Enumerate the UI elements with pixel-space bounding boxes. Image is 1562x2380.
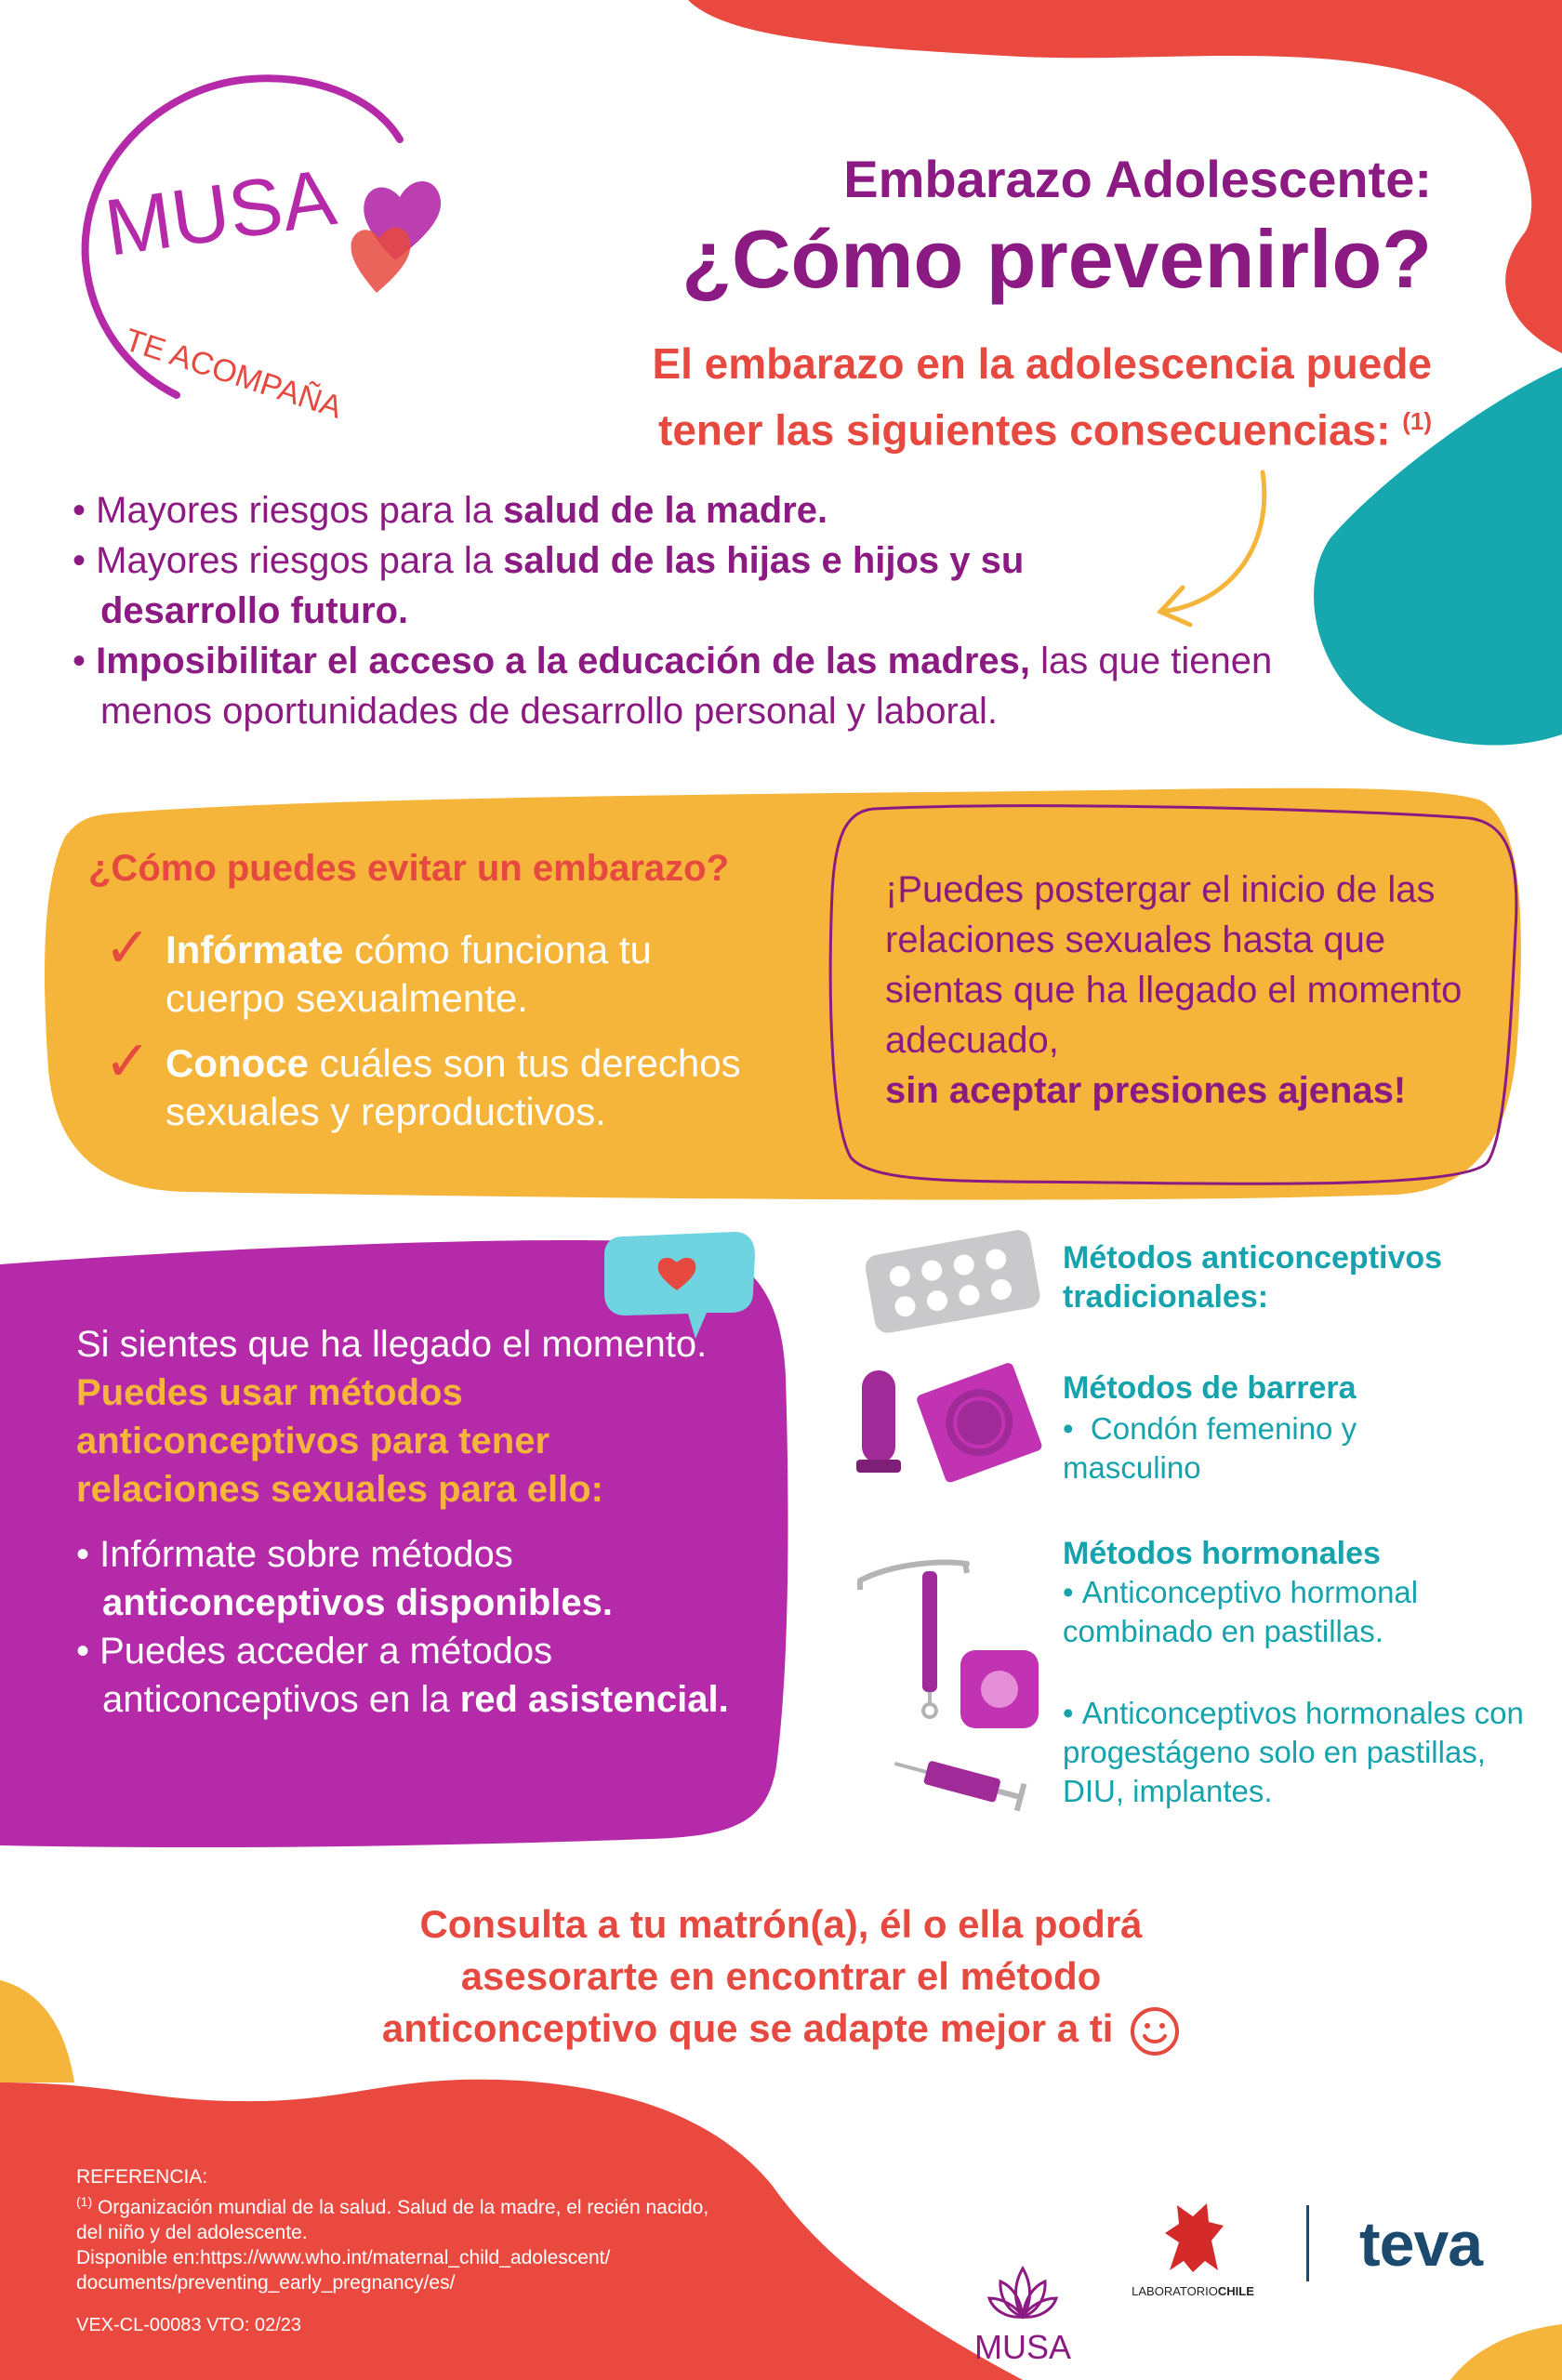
postpone-bold: sin aceptar presiones ajenas! [885, 1070, 1407, 1111]
check-item-body: cómo funciona tu cuerpo sexualmente. [165, 928, 652, 1020]
subtitle [521, 335, 1432, 458]
page-title: ¿Cómo prevenirlo? [682, 213, 1432, 305]
methods-intro-text: Si sientes que ha llegado el momento. [76, 1324, 708, 1365]
musa-footer-logo [967, 2261, 1079, 2364]
postpone-text: ¡Puedes postergar el inicio de las relaciones sexuales hasta que sientas que ha llegado el momento adecuado, [885, 869, 1463, 1061]
pill-blister-icon [855, 1218, 1060, 1348]
hearts-icon [351, 181, 441, 293]
reference-line: documents/preventing_early_pregnancy/es/ [76, 2272, 456, 2294]
hormonal-item-text: Anticonceptivo hormonal combinado en pastillas. [1063, 1575, 1419, 1648]
consulta-line-2: asesorarte en encontrar el método [460, 1954, 1102, 1998]
smiley-icon [1130, 2006, 1180, 2056]
yellow-corner-blob [0, 1980, 74, 2082]
hormonal-item: • Anticonceptivos hormonales con progestágeno solo en pastillas, DIU, implantes. [1063, 1696, 1524, 1808]
lotus-icon [986, 2261, 1060, 2326]
subtitle-line-2: tener las siguientes consecuencias: [658, 405, 1391, 455]
laboratorio-chile-text [1123, 2284, 1263, 2298]
check-item-text [165, 926, 774, 1023]
list-item-text: Puedes acceder a métodos anticonceptivos en la [99, 1631, 553, 1720]
logo-brand-text: MUSA [99, 152, 341, 273]
consequences-list [73, 485, 1281, 736]
check-icon: ✓ [104, 1030, 152, 1092]
subtitle-line-1: El embarazo en la adolescencia puede [652, 339, 1432, 388]
musa-logo [65, 74, 483, 428]
logo-tagline-text: TE ACOMPAÑA [120, 322, 347, 426]
logo-divider [1306, 2205, 1309, 2281]
list-item: • Puedes acceder a métodos anticonceptivos en la red asistencial. [76, 1631, 729, 1720]
barrier-methods-title: Métodos de barrera [1063, 1370, 1357, 1406]
hormonal-methods-title: Métodos hormonales [1063, 1536, 1381, 1571]
list-item-bold: anticonceptivos disponibles. [102, 1582, 613, 1623]
barrier-item-text: Condón femenino y masculino [1063, 1411, 1357, 1485]
list-item-bold: salud de la madre. [503, 490, 828, 531]
document-code: VEX-CL-00083 VTO: 02/23 [76, 2315, 301, 2335]
subtitle-ref: (1) [1402, 407, 1432, 435]
reference-line: Disponible en:https://www.who.int/maternal_child_adolescent/ [76, 2247, 611, 2268]
list-item-bold: red asistencial. [459, 1679, 729, 1720]
reference-line: Organización mundial de la salud. Salud de la madre, el recién nacido, [92, 2197, 709, 2218]
methods-intro-highlight: Puedes usar métodos anticonceptivos para tener relaciones sexuales para ello: [76, 1372, 603, 1510]
traditional-methods-title: Métodos anticonceptivos tradicionales: [1063, 1240, 1443, 1315]
lab-prefix: LABORATORIO [1132, 2284, 1218, 2298]
reference-label: REFERENCIA: [76, 2166, 208, 2188]
check-item-body: cuáles son tus derechos sexuales y reproductivos. [165, 1041, 741, 1133]
consulta-line-3: anticonceptivo que se adapte mejor a ti [381, 2006, 1114, 2050]
check-item-text [165, 1039, 774, 1136]
bottom-right-blob [1450, 2324, 1562, 2380]
condom-icon [851, 1357, 1065, 1488]
hormonal-item-text: Anticonceptivos hormonales con progestágeno solo en pastillas, DIU, implantes. [1063, 1696, 1524, 1808]
check-item [104, 1030, 774, 1136]
iud-pill-syringe-icon [855, 1553, 1060, 1831]
consulta-message [279, 1898, 1283, 2056]
methods-intro-list [76, 1530, 746, 1724]
list-item: • Infórmate sobre métodos anticonceptivos disponibles. [76, 1534, 613, 1623]
check-icon: ✓ [104, 917, 152, 979]
consulta-line-1: Consulta a tu matrón(a), él o ella podrá [419, 1902, 1143, 1946]
reference-sup: (1) [76, 2194, 93, 2209]
lab-name: CHILE [1217, 2284, 1254, 2298]
hormonal-item: • Anticonceptivo hormonal combinado en pastillas. [1063, 1575, 1419, 1648]
barrier-item: • Condón femenino y masculino [1063, 1411, 1357, 1485]
methods-intro [76, 1320, 727, 1514]
griffin-icon [1151, 2196, 1235, 2280]
list-item-text: las que tienen menos oportunidades de desarrollo personal y laboral. [100, 641, 1273, 732]
teva-logo: teva [1359, 2209, 1483, 2280]
check-item [104, 917, 774, 1023]
laboratorio-chile-logo [1123, 2196, 1263, 2298]
postpone-message [885, 865, 1489, 1116]
list-item-text: Infórmate sobre métodos [99, 1534, 513, 1575]
list-item-text: Mayores riesgos para la [96, 540, 504, 581]
musa-footer-text: MUSA [973, 2328, 1071, 2366]
list-item: • Mayores riesgos para la salud de las hijas e hijos y su desarrollo futuro. [73, 540, 1025, 631]
list-item: • Mayores riesgos para la salud de la madre. [73, 490, 828, 531]
reference-line: del niño y del adolescente. [76, 2222, 308, 2243]
reference [76, 2164, 801, 2295]
list-item-bold: Imposibilitar el acceso a la educación de las madres, [96, 641, 1031, 681]
list-item: • Imposibilitar el acceso a la educación de las madres, las que tienen menos oportunidades de desarrollo personal y laboral. [73, 641, 1273, 732]
prevent-title: ¿Cómo puedes evitar un embarazo? [88, 848, 730, 889]
title-line-1: Embarazo Adolescente: [843, 150, 1432, 208]
check-item-bold: Conoce [165, 1041, 310, 1085]
list-item-bold: salud de las hijas e hijos y su desarrollo futuro. [100, 540, 1025, 631]
list-item-text: Mayores riesgos para la [96, 490, 504, 531]
check-item-bold: Infórmate [165, 928, 344, 972]
